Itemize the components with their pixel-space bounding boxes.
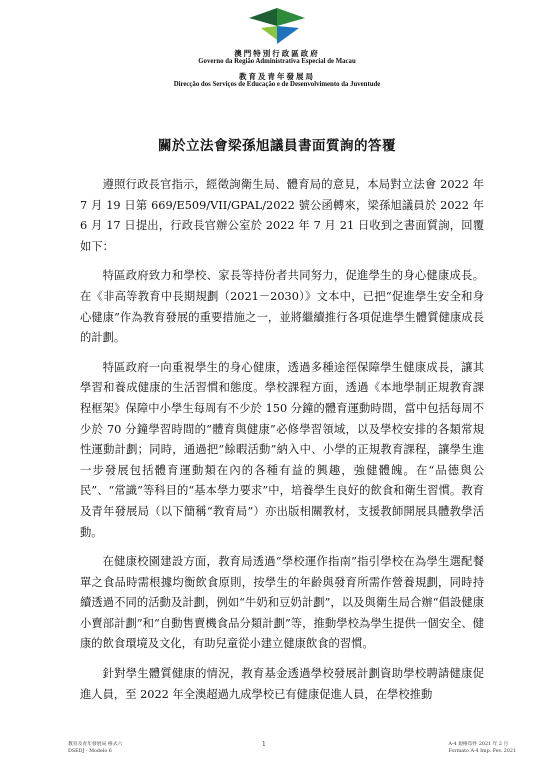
footer-form-code-chinese: 教育及青年發展局 格式六	[68, 742, 123, 747]
footer-print-format-chinese: A-4 規格印件 2021 年 2 月	[448, 742, 509, 747]
footer-form-code	[68, 741, 122, 755]
document-body	[80, 175, 484, 714]
government-name-chinese: 澳門特別行政區政府	[234, 49, 320, 58]
paragraph: 特區政府一向重視學生的身心健康，透過多種途徑保障學生健康成長，讓其學習和養成健康的生活習慣和態度。學校課程方面，透過《本地學制正規教育課程框架》保障中小學生每周有不少於 150 分鐘的體育運動時間，當中包括每周不少於 70 分鐘學習時間的“體育與健康”必修學習領域，以及學校安排的各類常規性運動計劃；同時，通過把“餘暇活動”納入中、小學的正規教育課程，讓學生進一步發展包括體育運動類在內的各種有益的興趣，強健體魄。在“品德與公民”、“常識”等科目的“基本學力要求”中，培養學生良好的飲食和衛生習慣。教育及青年發展局（以下簡稱“教育局”）亦出版相關教材，支援教師開展具體教學活動。	[80, 360, 484, 539]
footer-form-code-portuguese: DSEDJ - Modelo 6	[68, 749, 112, 754]
paragraph: 特區政府致力和學校、家長等持份者共同努力，促進學生的身心健康成長。在《非高等教育中長期規劃（2021－2030）》文本中，已把“促進學生安全和身心健康”作為教育發展的重要措施之一，並將繼續推行各項促進學生體質健康成長的計劃。	[80, 269, 484, 345]
paragraph: 針對學生體質健康的情況，教育基金透過學校發展計劃資助學校聘請健康促進人員，至 2022 年全澳超過九成學校已有健康促進人員，在學校推動	[80, 667, 484, 701]
paragraph: 在健康校園建設方面，教育局透過“學校運作指南”指引學校在為學生選配餐單之食品時需根據均衡飲食原則，按學生的年齡與發育所需作營養規劃，同時持續透過不同的活動及計劃，例如“牛奶和豆奶計劃”，以及與衛生局合辦“倡設健康小賣部計劃”和“自動售賣機食品分類計劃”等，推動學校為學生提供一個安全、健康的飲食環境及文化，有助兒童從小建立健康飲食的習慣。	[80, 555, 484, 651]
footer-print-format-portuguese: Formato A-4 Imp. Fev. 2021	[448, 749, 516, 754]
page-number: 1	[262, 741, 266, 748]
document-title: 關於立法會梁孫旭議員書面質詢的答覆	[158, 138, 396, 154]
macau-government-logo-icon	[241, 6, 313, 46]
government-name-portuguese: Governo da Região Administrativa Especial de Macau	[198, 58, 356, 65]
department-name-chinese: 教育及青年發展局	[239, 72, 315, 81]
department-name-portuguese: Direcção dos Serviços de Educação e de Desenvolvimento da Juventude	[173, 81, 381, 88]
paragraph: 遵照行政長官指示，經徵詢衛生局、體育局的意見，本局對立法會 2022 年 7 月 19 日第 669/E509/VII/GPAL/2022 號公函轉來，梁孫旭議員於 2022 年 6 月 17 日提出，行政長官辦公室於 2022 年 7 月 21 日收到之書面質詢，回覆如下：	[80, 178, 484, 253]
footer-print-format	[448, 741, 516, 755]
